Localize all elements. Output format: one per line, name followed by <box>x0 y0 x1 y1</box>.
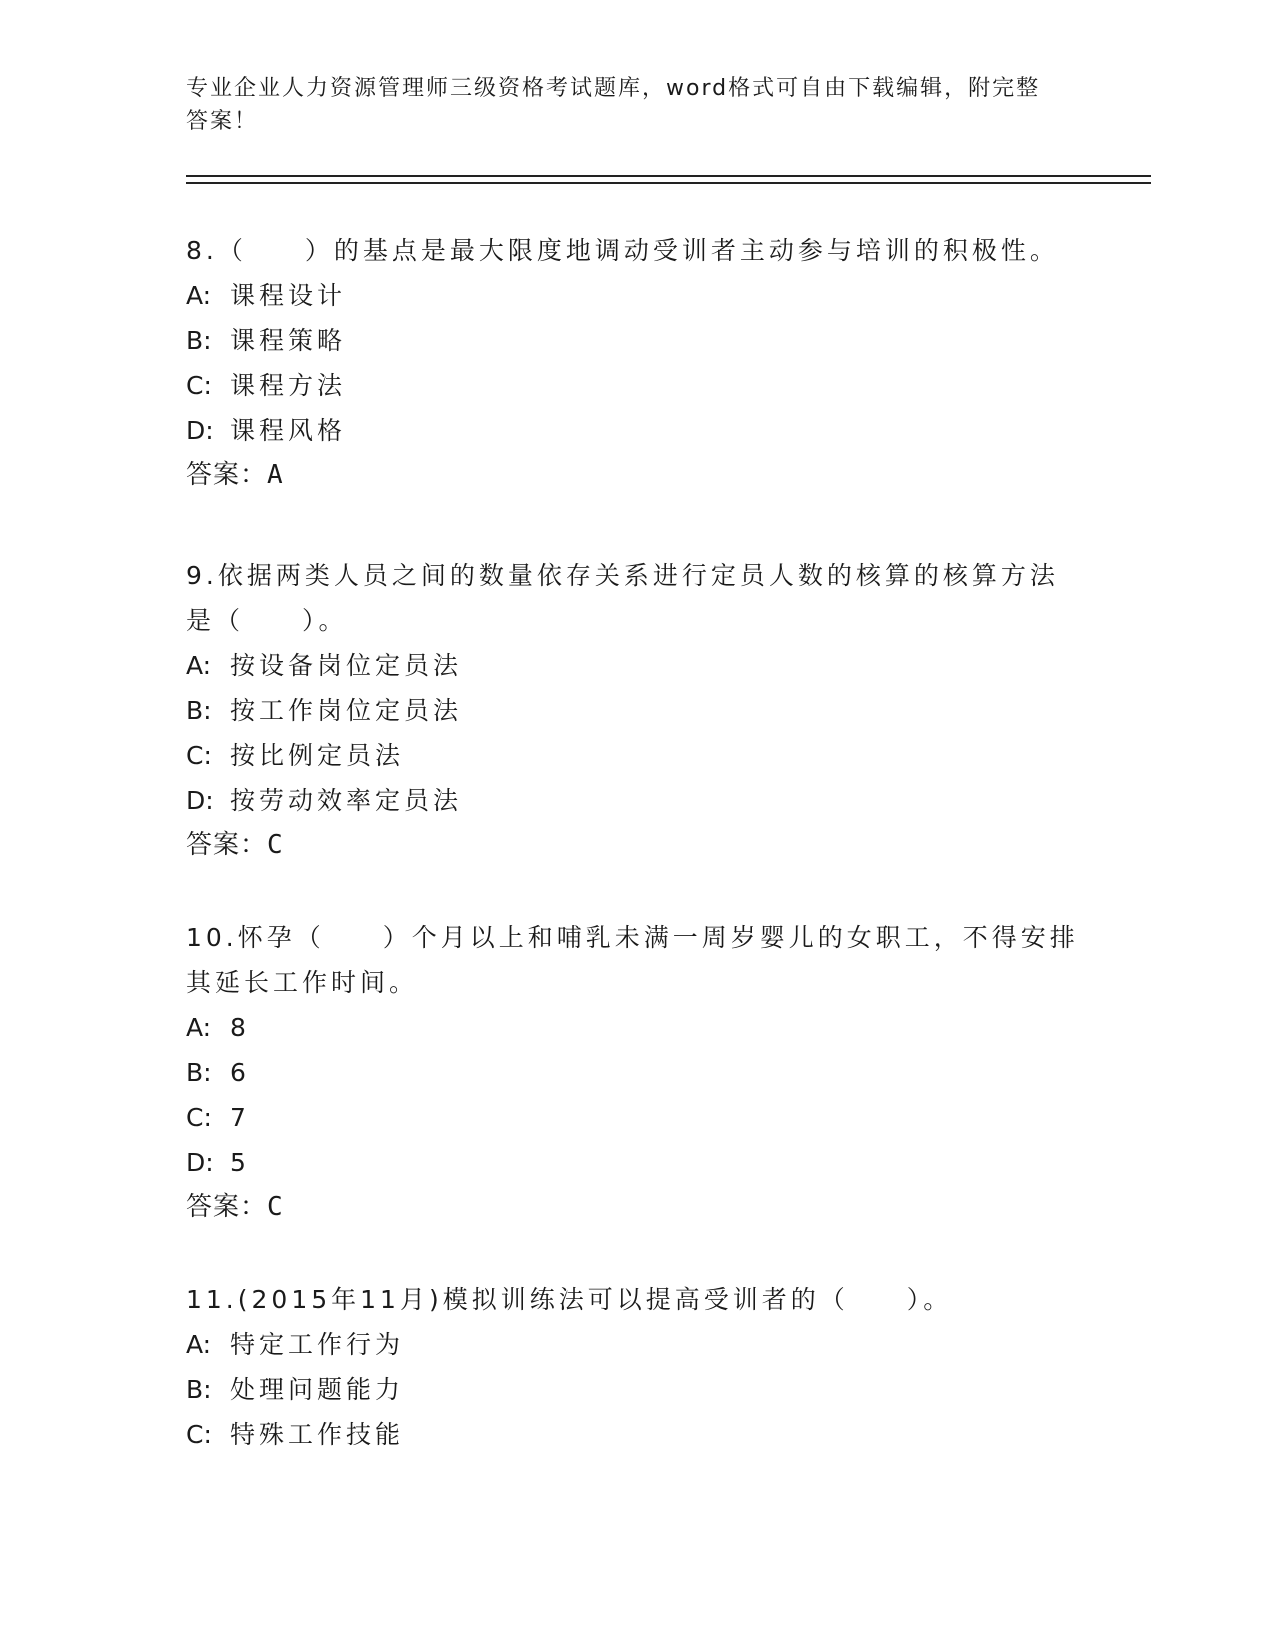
option-key: A: <box>186 1013 212 1042</box>
answer-line <box>186 453 1086 498</box>
header-line-1: 专业企业人力资源管理师三级资格考试题库，word格式可自由下载编辑，附完整 <box>186 76 1041 101</box>
header-divider-bottom <box>186 182 1151 184</box>
option-text: 按劳动效率定员法 <box>230 786 463 815</box>
option-key: B: <box>186 1375 212 1404</box>
question-stem-line-1: 10.怀孕（ ）个月以上和哺乳未满一周岁婴儿的女职工，不得安排 <box>186 923 1079 952</box>
question-stem: 8.（ ）的基点是最大限度地调动受训者主动参与培训的积极性。 <box>186 236 1059 265</box>
option-text: 按比例定员法 <box>230 741 405 770</box>
option-text: 5 <box>230 1148 250 1177</box>
option-text: 课程设计 <box>230 281 347 310</box>
option-text: 特定工作行为 <box>230 1330 405 1359</box>
header-divider-top <box>186 175 1151 177</box>
option-c <box>186 363 1086 408</box>
question-stem-line-2: 其延长工作时间。 <box>186 968 419 997</box>
option-key: C: <box>186 741 212 770</box>
option-key: D: <box>186 416 214 445</box>
option-key: A: <box>186 281 212 310</box>
answer-label: 答案： <box>186 830 268 860</box>
option-a <box>186 1322 1086 1367</box>
option-key: A: <box>186 1330 212 1359</box>
question-9 <box>186 553 1086 868</box>
answer-value: C <box>267 1192 284 1222</box>
option-text: 特殊工作技能 <box>230 1420 405 1449</box>
option-b <box>186 318 1086 363</box>
answer-line <box>186 1185 1086 1230</box>
option-text: 8 <box>230 1013 250 1042</box>
option-b <box>186 688 1086 733</box>
question-8 <box>186 228 1086 498</box>
option-key: C: <box>186 1103 212 1132</box>
question-10 <box>186 915 1086 1230</box>
option-key: B: <box>186 1058 212 1087</box>
answer-label: 答案： <box>186 460 268 490</box>
question-stem-line-1: 9.依据两类人员之间的数量依存关系进行定员人数的核算的核算方法 <box>186 561 1059 590</box>
option-d <box>186 778 1086 823</box>
option-key: C: <box>186 371 212 400</box>
option-key: B: <box>186 696 212 725</box>
option-text: 课程方法 <box>230 371 347 400</box>
answer-line <box>186 823 1086 868</box>
option-c <box>186 1095 1086 1140</box>
option-d <box>186 1140 1086 1185</box>
answer-label: 答案： <box>186 1192 268 1222</box>
question-stem: 11.(2015年11月)模拟训练法可以提高受训者的（ ）。 <box>186 1285 953 1314</box>
option-key: D: <box>186 1148 214 1177</box>
answer-value: A <box>267 460 284 490</box>
option-a <box>186 643 1086 688</box>
answer-value: C <box>267 830 284 860</box>
question-11 <box>186 1277 1086 1457</box>
document-header <box>186 72 1066 138</box>
option-text: 处理问题能力 <box>230 1375 405 1404</box>
option-key: B: <box>186 326 212 355</box>
option-text: 课程策略 <box>230 326 347 355</box>
option-text: 按设备岗位定员法 <box>230 651 463 680</box>
option-b <box>186 1050 1086 1095</box>
option-b <box>186 1367 1086 1412</box>
option-text: 按工作岗位定员法 <box>230 696 463 725</box>
option-text: 课程风格 <box>230 416 347 445</box>
option-text: 7 <box>230 1103 250 1132</box>
option-key: A: <box>186 651 212 680</box>
option-text: 6 <box>230 1058 250 1087</box>
option-a <box>186 1005 1086 1050</box>
option-c <box>186 733 1086 778</box>
option-c <box>186 1412 1086 1457</box>
header-line-2: 答案！ <box>186 109 259 134</box>
option-a <box>186 273 1086 318</box>
option-key: C: <box>186 1420 212 1449</box>
option-key: D: <box>186 786 214 815</box>
option-d <box>186 408 1086 453</box>
question-stem-line-2: 是（ ）。 <box>186 606 348 635</box>
